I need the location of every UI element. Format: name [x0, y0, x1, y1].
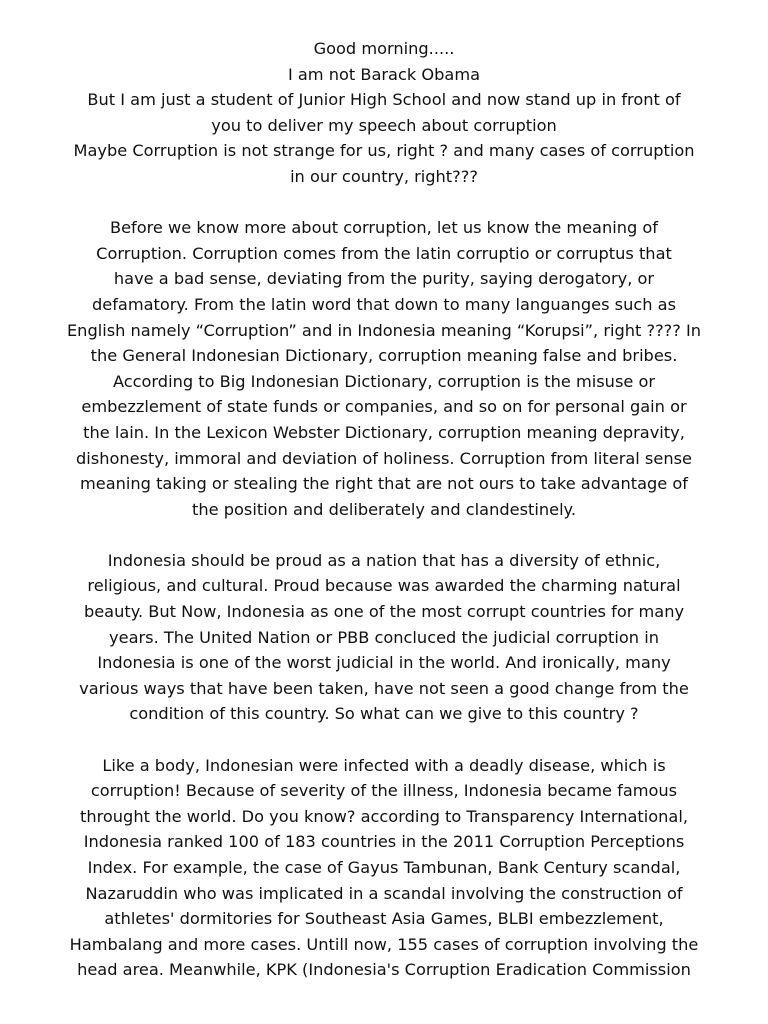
paragraph-spacer — [0, 190, 768, 216]
paragraph-line: defamatory. From the latin word that down to many languanges such as — [91, 294, 677, 314]
paragraph-line: Like a body, Indonesian were infected with a deadly disease, which is — [102, 755, 666, 775]
paragraph-line: years. The United Nation or PBB concluced the judicial corruption in — [109, 627, 659, 647]
paragraph-line: Nazaruddin who was implicated in a scandal involving the construction of — [85, 883, 683, 903]
paragraph-line: English namely “Corruption” and in Indonesia meaning “Korupsi”, right ???? In — [66, 320, 702, 340]
paragraph-line: beauty. But Now, Indonesia as one of the most corrupt countries for many — [83, 602, 685, 622]
paragraph-line: According to Big Indonesian Dictionary, corruption is the misuse or — [112, 371, 656, 391]
paragraph-line: Hambalang and more cases. Untill now, 155 cases of corruption involving the — [69, 934, 699, 954]
paragraph-line: Corruption. Corruption comes from the latin corruptio or corruptus that — [96, 243, 672, 263]
paragraph-spacer — [0, 522, 768, 548]
intro-line: in our country, right??? — [290, 166, 478, 186]
paragraph-line: condition of this country. So what can we give to this country ? — [129, 704, 639, 724]
intro-line: But I am just a student of Junior High School and now stand up in front of — [87, 90, 681, 110]
paragraph-spacer — [0, 727, 768, 753]
paragraph-line: Indonesia should be proud as a nation that has a diversity of ethnic, — [107, 550, 661, 570]
paragraph-line: the lain. In the Lexicon Webster Dictionary, corruption meaning depravity, — [83, 422, 685, 442]
paragraph-line: religious, and cultural. Proud because was awarded the charming natural — [87, 576, 681, 596]
intro-block — [0, 36, 768, 190]
paragraph-line: head area. Meanwhile, KPK (Indonesia's Corruption Eradication Commission — [77, 960, 691, 980]
paragraph-line: Indonesia is one of the worst judicial in the world. And ironically, many — [97, 653, 671, 673]
paragraph-line: the General Indonesian Dictionary, corruption meaning false and bribes. — [90, 346, 678, 366]
paragraph-line: embezzlement of state funds or companies, and so on for personal gain or — [81, 397, 687, 417]
greeting-line: Good morning..... — [313, 39, 455, 58]
paragraph-line: Indonesia ranked 100 of 183 countries in the 2011 Corruption Perceptions — [83, 832, 685, 852]
paragraph-line: the position and deliberately and clandestinely. — [192, 499, 576, 519]
paragraph-line: corruption! Because of severity of the illness, Indonesia became famous — [90, 781, 678, 801]
paragraph-line: Index. For example, the case of Gayus Tambunan, Bank Century scandal, — [87, 858, 681, 877]
paragraph-line: have a bad sense, deviating from the purity, saying derogatory, or — [113, 269, 655, 289]
intro-line: Maybe Corruption is not strange for us, right ? and many cases of corruption — [73, 141, 695, 161]
paragraph-line: athletes' dormitories for Southeast Asia Games, BLBI embezzlement, — [104, 909, 664, 929]
paragraph-line: throught the world. Do you know? according to Transparency International, — [79, 806, 688, 826]
speech-document — [0, 36, 768, 983]
paragraph-line: meaning taking or stealing the right that are not ours to take advantage of — [80, 474, 688, 494]
intro-line: you to deliver my speech about corruption — [211, 115, 557, 135]
paragraph-meaning-of-corruption — [0, 215, 768, 522]
paragraph-line: dishonesty, immoral and deviation of holiness. Corruption from literal sense — [76, 448, 692, 468]
paragraph-line: various ways that have been taken, have not seen a good change from the — [79, 678, 689, 698]
paragraph-indonesia-pride — [0, 548, 768, 727]
paragraph-deadly-disease — [0, 753, 768, 983]
paragraph-line: Before we know more about corruption, let us know the meaning of — [109, 218, 659, 238]
intro-line: I am not Barack Obama — [287, 64, 481, 84]
